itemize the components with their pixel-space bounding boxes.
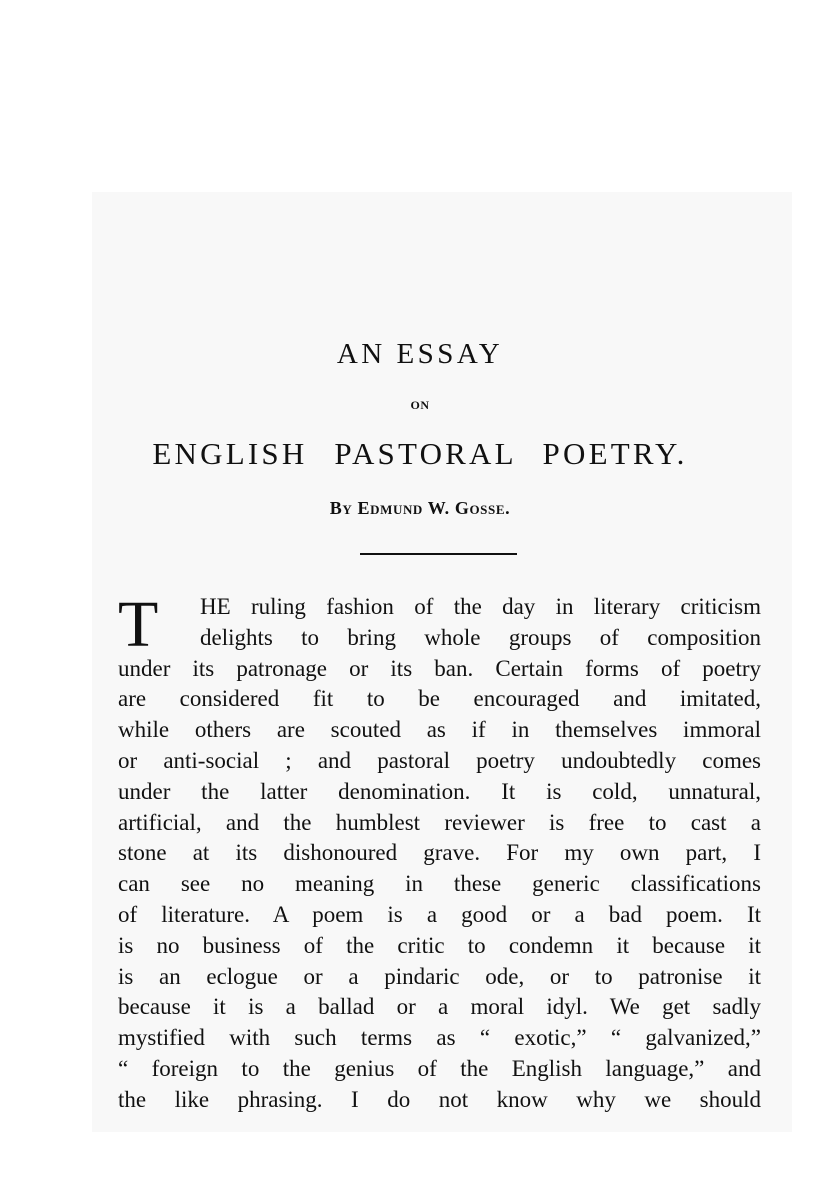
body-line: under the latter denomination. It is cold, unnatural, — [118, 778, 761, 804]
drop-cap: T — [118, 588, 159, 661]
body-line: because it is a ballad or a moral idyl. We get sadly — [118, 994, 761, 1020]
essay-title-line1: AN ESSAY — [336, 338, 504, 370]
body-line: stone at its dishonoured grave. For my own part, I — [118, 840, 761, 866]
body-line: is no business of the critic to condemn it because it — [118, 932, 761, 958]
body-line: delights to bring whole groups of composition — [200, 624, 761, 650]
body-line: can see no meaning in these generic classifications — [118, 871, 761, 897]
body-line: or anti-social ; and pastoral poetry undoubtedly comes — [118, 747, 761, 773]
body-line: under its patronage or its ban. Certain forms of poetry — [118, 655, 761, 681]
body-line: while others are scouted as if in themselves immoral — [118, 717, 761, 743]
body-line: mystified with such terms as “ exotic,” “ galvanized,” — [118, 1025, 761, 1051]
essay-title-on: ON — [410, 398, 430, 412]
body-line: HE ruling fashion of the day in literary criticism — [200, 594, 761, 619]
body-line: artificial, and the humblest reviewer is free to cast a — [118, 809, 761, 835]
body-paragraph — [118, 588, 761, 1116]
body-line: are considered fit to be encouraged and imitated, — [118, 686, 761, 712]
author-byline: By Edmund W. Gosse. — [329, 498, 511, 518]
body-line: the like phrasing. I do not know why we should — [118, 1086, 761, 1112]
body-line: is an eclogue or a pindaric ode, or to patronise it — [118, 963, 761, 989]
body-line: of literature. A poem is a good or a bad poem. It — [118, 901, 761, 927]
section-divider — [360, 553, 517, 555]
essay-title-line2: ENGLISH PASTORAL POETRY. — [152, 436, 688, 471]
body-line: “ foreign to the genius of the English language,” and — [118, 1055, 761, 1081]
